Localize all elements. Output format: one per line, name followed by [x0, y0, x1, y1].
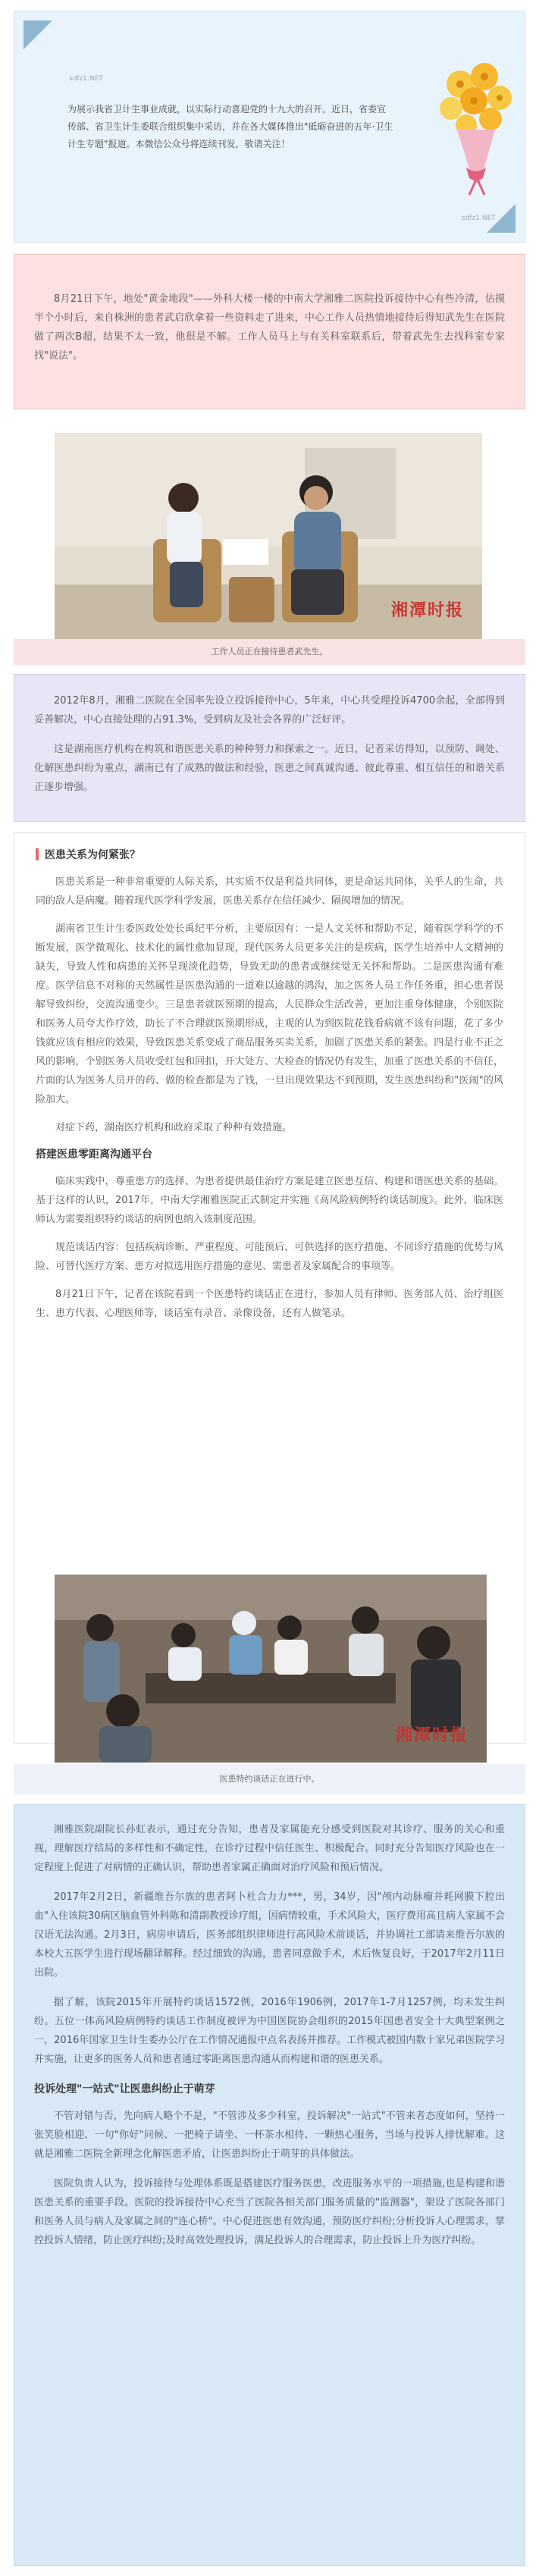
- section-heading: [34, 2081, 505, 2096]
- section-heading: [36, 847, 503, 862]
- photo-reception: [55, 433, 482, 639]
- summary-paragraph: 2012年8月，湘雅二医院在全国率先设立投诉接待中心，5年来，中心共受理投诉4700余起，全部得到妥善解决，中心直接处理的占91.3%，受到病友及社会各界的广泛好评。: [34, 695, 505, 725]
- heading-bar: [36, 848, 39, 860]
- photo-watermark: 湘潭时报: [395, 1725, 468, 1745]
- photo-caption: 工作人员正在接待患者武先生。: [14, 639, 525, 665]
- photo-caption: 医患特约谈话正在进行中。: [14, 1764, 525, 1794]
- article-paragraph: 对症下药，湖南医疗机构和政府采取了种种有效措施。: [55, 1122, 293, 1133]
- summary-card: [14, 674, 525, 822]
- followup-paragraph: 医院负责人认为，投诉接待与处理体系既是搭建医疗服务医患，改进服务水平的一项措施,也是构建和谐医患关系的重要手段。医院的投诉接待中心充当了医院各相关部门服务质量的"监测器"，架设了医院各部门和医务人员与病人及家属之间的"连心桥"。中心促进医患有效沟通，预防医疗纠纷;分析投诉人心理需求，掌控投诉人情绪，防止医疗纠纷;及时高效处理投诉，满足投诉人的合理需求，防止投诉上升为医疗纠纷。: [34, 2178, 505, 2246]
- photo-meeting: [55, 1575, 487, 1763]
- intro-tag-top: sdfz1.NET: [69, 75, 103, 83]
- photo-watermark: 湘潭时报: [390, 600, 464, 620]
- intro-tag-bottom: sdfz1.NET: [462, 215, 496, 222]
- summary-paragraph: 这是湖南医疗机构在构筑和谐医患关系的种种努力和探索之一。近日，记者采访得知，以预防、调处、化解医患纠纷为重点，湖南已有了成熟的做法和经验，医患之间真诚沟通、彼此尊重、相互信任的和谐关系正逐步增强。: [34, 744, 505, 793]
- heading-text: 投诉处理"一站式"让医患纠纷止于萌芽: [34, 2083, 215, 2095]
- article-paragraph: 医患关系是一种非常重要的人际关系，其实质不仅是利益共同体，更是命运共同体，关乎人的生命，共同的敌人是病魔。随着现代医学科学发展，医患关系存在信任减少、隔阂增加的情况。: [36, 876, 503, 907]
- followup-paragraph: 不管对错与否，先向病人略个不是，"不管涉及多少科室，投诉解决"一站式"不管来者态度如何，坚持一张笑脸相迎、一句"你好"问候、一把椅子请坐、一杯茶水相待、一颗热心服务，当场与投诉人排忧解难。这就是湘雅二医院全新理念化解医患矛盾，让医患纠纷止于萌芽的具体做法。: [34, 2111, 505, 2160]
- followup-paragraph: 2017年2月2日，新疆维吾尔族的患者阿卜杜合力力***，男，34岁，因"颅内动脉瘤并耗网膜下腔出血"入住该院30病区脑血管外科陈和清副教授诊疗组，因病情较重，手术风险大，医疗费用高且病人家属不会汉语无法沟通。2月3日，病房申请后，医务部组织律师进行高风险术前谈话，并协调社工部请来维吾尔族的本校大五医学生进行现场翻译解释。经过细致的沟通，患者同意做手术，术后恢复良好，于2017年2月11日出院。: [34, 1891, 505, 1979]
- corner-decoration: [24, 20, 52, 49]
- intro-text: 为展示我省卫计生事业成就，以实际行动喜迎党的十九大的召开。近日，省委宣传部、省卫生计生委联合组织集中采访，并在各大媒体推出"砥砺奋进的五年·卫生计生专题"报道。本微信公众号将连续刊发，敬请关注！: [67, 104, 393, 149]
- heading-text: 医患关系为何紧张？: [45, 849, 140, 861]
- story-paragraph: 8月21日下午，地处"黄金地段"——外科大楼一楼的中南大学湘雅二医院投诉接待中心有些冷清，估摸半个小时后，来自株洲的患者武启欣拿着一些资料走了进来，中心工作人员热情地接待后得知武先生在医院做了两次B超，结果不太一致，他很是不解。工作人员马上与有关科室联系后，带着武先生去找科室专家找"说法"。: [34, 293, 505, 362]
- followup-paragraph: 湘雅医院副院长孙虹表示，通过充分告知，患者及家属能充分感受到医院对其诊疗、服务的关心和重视，理解医疗结局的多样性和不确定性，在诊疗过程中信任医生、积极配合。同时充分告知医疗风险也在一定程度上促进了对病情的正确认识，帮助患者家属正确面对治疗风险和预后情况。: [34, 1824, 505, 1873]
- article-paragraph: 8月21日下午，记者在该院看到一个医患特约谈话正在进行，参加人员有律师、医务部人员、治疗组医生、患方代表、心理医师等，谈话室有录音、录像设备，还有人做笔录。: [36, 1289, 503, 1319]
- intro-card: [14, 11, 525, 243]
- followup-paragraph: 据了解，该院2015年开展特约谈话1572例，2016年1906例，2017年1-7月1257例，均未发生纠纷。五位一体高风险病例特约谈话工作制度被评为中国医院协会组织的2015年国患者安全十大典型案例之一，2016年国家卫生计生委办公厅在工作情况通报中点名表扬并推荐。工作模式被国内数十家兄弟医院学习并实施，让更多的医务人员和患者通过零距离医患沟通从而构建和谐的医患关系。: [34, 1997, 505, 2065]
- article-paragraph: 临床实践中，尊重患方的选择、为患者提供最佳治疗方案是建立医患互信、构建和谐医患关系的基础。基于这样的认识，2017年，中南大学湘雅医院正式制定并实施《高风险病例特约谈话制度》。此外，临床医师认为需要组织特约谈话的病例也纳入该制度范围。: [36, 1176, 503, 1225]
- article-paragraph: 规范谈话内容：包括疾病诊断、严重程度、可能预后、可供选择的医疗措施、不同诊疗措施的优势与风险、可替代医疗方案、患方对拟选用医疗措施的意见、需患者及家属配合的事项等。: [36, 1242, 503, 1272]
- flower-bouquet-icon: [430, 54, 521, 205]
- story-card: [14, 254, 525, 409]
- heading-text: 搭建医患零距离沟通平台: [36, 1149, 152, 1161]
- section-heading: [36, 1146, 503, 1161]
- article-paragraph: 湖南省卫生计生委医政处处长禹纪平分析，主要原因有：一是人文关怀和帮助不足，随着医学科学的不断发展，医学微观化、技术化的属性愈加显现，现代医务人员更多关注的是疾病，医学生培养中人文精神的缺失，导致人性和病患的关怀呈现淡化趋势，导致无助的患者或继续觉无关怀和帮助。二是医患沟通有难度。医学信息不对称的天然属性是医患沟通的一道难以逾越的鸿沟，加之医务人员工作任务重，担心患者误解导致纠纷，交流沟通变少。三是患者就医预期的提高，人民群众生活改善，更加注重身体健康，个别医院和医务人员夸大作疗效，助长了不合理就医预期形成，主观的认为到医院花钱看病就不该有问题，花了多少钱就应该有相应的效果，导致医患关系变成了商品服务买卖关系，加剧了医患关系的紧张。四是行业不正之风的影响，个别医务人员收受红包和回扣，开大处方、大检查的情况仍有发生，加重了医患关系的不信任，片面的认为医务人员开的药、做的检查都是为了钱，一旦出现效果达不到预期，发生医患纠纷和"医闹"的风险加大。: [36, 923, 503, 1105]
- followup-card: [14, 1804, 525, 2566]
